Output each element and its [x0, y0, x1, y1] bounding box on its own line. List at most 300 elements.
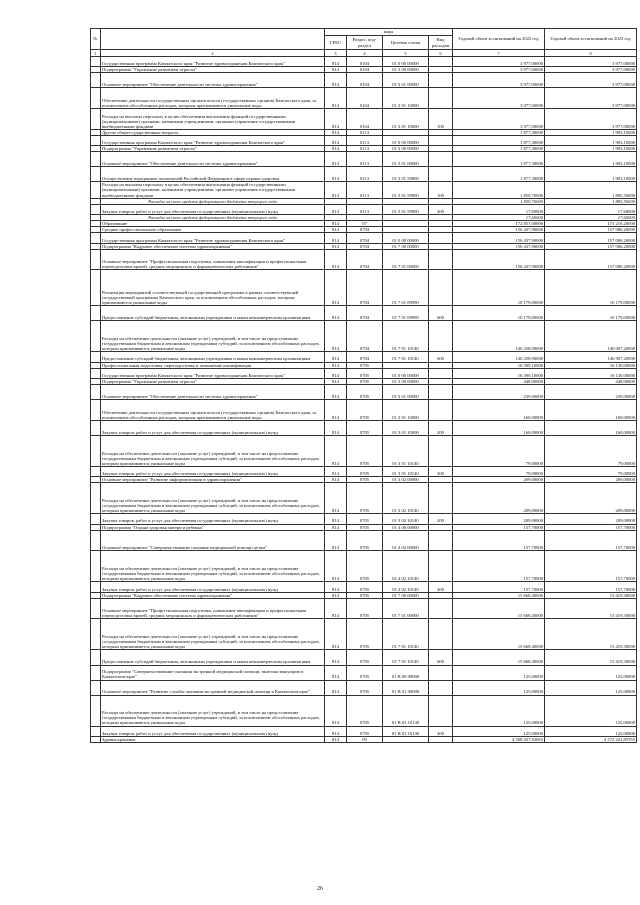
amount-2022-cell: 15 668,40000	[453, 619, 545, 650]
target-cell: 01 3 02 00000	[383, 477, 429, 483]
amount-2022-cell: 4 508 927,92065	[453, 736, 545, 742]
num-cell	[91, 233, 101, 243]
name-cell: Предоставление субсидий бюджетным, автономным учреждениям и иным некоммерческим организациям	[101, 306, 325, 321]
amount-2023-cell: 17,60000	[545, 204, 637, 214]
amount-2022-cell: 1 877,30000	[453, 167, 545, 182]
name-cell: Закупка товаров, работ и услуг для обеспечения государственных (муниципальных) нужд	[101, 466, 325, 476]
table-row	[91, 619, 637, 650]
table-row	[91, 466, 637, 476]
amount-2022-cell: 157,70000	[453, 582, 545, 592]
amount-2022-cell: 125,00000	[453, 680, 545, 695]
name-cell: Государственная программа Камчатского края "Развитие здравоохранения Камчатского края"	[101, 57, 325, 67]
name-cell: Основное мероприятие "Профессиональная подготовка, повышение квалификации и профессиональная переподготовка врачей, средних медицинских и фармацевтических работников"	[101, 598, 325, 619]
section-cell: 0104	[347, 73, 383, 88]
exp-type-cell	[429, 233, 453, 243]
amount-2022-cell: 3 977,00000	[453, 67, 545, 73]
section-cell: 0704	[347, 306, 383, 321]
section-cell: 0705	[347, 435, 383, 466]
amount-2023-cell: 16 130,00000	[545, 368, 637, 378]
table-row	[91, 57, 637, 67]
header-2022: Годовой объем ассигнований на 2022 год	[453, 29, 545, 50]
amount-2023-cell: 1 903,10000	[545, 167, 637, 182]
grbs-cell: 814	[325, 483, 347, 514]
target-cell: 01 3 01 00000	[383, 152, 429, 167]
target-cell: 01 3 01 10140	[383, 466, 429, 476]
num-cell	[91, 270, 101, 306]
exp-type-cell: 100	[429, 182, 453, 198]
exp-type-cell: 200	[429, 582, 453, 592]
section-cell: 0705	[347, 466, 383, 476]
target-cell: 01 3 00 00000	[383, 67, 429, 73]
target-cell: 01 3 01 10140	[383, 435, 429, 466]
grbs-cell: 814	[325, 435, 347, 466]
amount-2022-cell: 15 668,40000	[453, 650, 545, 665]
column-index: 5	[383, 50, 429, 57]
section-cell: 0104	[347, 109, 383, 130]
amount-2022-cell: 172 857,00000	[453, 221, 545, 227]
section-cell: 0705	[347, 695, 383, 726]
amount-2023-cell: 157 086,20000	[545, 243, 637, 249]
exp-type-cell	[429, 57, 453, 67]
header-target: Целевая статья	[383, 36, 429, 50]
amount-2022-cell: 1 859,70000	[453, 198, 545, 204]
section-cell: 0104	[347, 88, 383, 109]
name-cell: Закупка товаров, работ и услуг для обеспечения государственных (муниципальных) нужд	[101, 582, 325, 592]
num-cell	[91, 321, 101, 352]
section-cell: 0705	[347, 650, 383, 665]
table-row	[91, 368, 637, 378]
column-index: 2	[101, 50, 325, 57]
amount-2023-cell: 1 885,50000	[545, 182, 637, 198]
name-cell: Основное мероприятие "Обеспечение деятельности системы здравоохранения"	[101, 385, 325, 400]
amount-2023-cell: 16 130,00000	[545, 362, 637, 368]
grbs-cell: 814	[325, 152, 347, 167]
num-cell	[91, 352, 101, 362]
target-cell: 01 7 01 10140	[383, 321, 429, 352]
amount-2022-cell: 3 977,00000	[453, 88, 545, 109]
table-row	[91, 582, 637, 592]
amount-2023-cell: 1 903,10000	[545, 146, 637, 152]
amount-2023-cell: 209,00000	[545, 514, 637, 524]
num-cell	[91, 582, 101, 592]
exp-type-cell	[429, 152, 453, 167]
grbs-cell: 814	[325, 726, 347, 736]
exp-type-cell: 200	[429, 420, 453, 435]
table-row	[91, 483, 637, 514]
grbs-cell: 814	[325, 665, 347, 680]
num-cell	[91, 420, 101, 435]
column-index: 7	[453, 50, 545, 57]
amount-2023-cell: 157 086,20000	[545, 227, 637, 233]
target-cell: 01 4 02 00000	[383, 530, 429, 551]
grbs-cell: 814	[325, 129, 347, 135]
target-cell: 01 4 02 10140	[383, 551, 429, 582]
exp-type-cell	[429, 435, 453, 466]
amount-2022-cell: 3 977,00000	[453, 73, 545, 88]
table-row	[91, 249, 637, 270]
grbs-cell: 814	[325, 385, 347, 400]
grbs-cell: 814	[325, 227, 347, 233]
amount-2023-cell: 10 179,00000	[545, 306, 637, 321]
exp-type-cell	[429, 135, 453, 145]
exp-type-cell	[429, 695, 453, 726]
amount-2022-cell: 16 399,10000	[453, 362, 545, 368]
table-row	[91, 167, 637, 182]
target-cell: 01 В 01 10140	[383, 695, 429, 726]
name-cell: Образование	[101, 221, 325, 227]
section-cell: 09	[347, 736, 383, 742]
target-cell: 01 7 01 10140	[383, 619, 429, 650]
amount-2022-cell: 160,00000	[453, 400, 545, 421]
target-cell	[383, 736, 429, 742]
section-cell: 0704	[347, 249, 383, 270]
amount-2023-cell: 10 179,00000	[545, 270, 637, 306]
amount-2022-cell: 10 179,00000	[453, 306, 545, 321]
section-cell: 0705	[347, 592, 383, 598]
header-2023: Годовой объем ассигнований на 2023 год	[545, 29, 637, 50]
exp-type-cell: 200	[429, 466, 453, 476]
num-cell	[91, 695, 101, 726]
column-index: 3	[325, 50, 347, 57]
target-cell: 01 3 01 10000	[383, 88, 429, 109]
amount-2023-cell: 1 903,10000	[545, 152, 637, 167]
name-cell: Подпрограмма "Совершенствование оказания экстренной медицинской помощи, включая эвакуацию в Камчатском крае"	[101, 665, 325, 680]
grbs-cell: 814	[325, 221, 347, 227]
amount-2023-cell: 146 907,20000	[545, 321, 637, 352]
grbs-cell: 814	[325, 109, 347, 130]
grbs-cell: 814	[325, 524, 347, 530]
header-grbs: ГРБС	[325, 36, 347, 50]
section-cell: 0113	[347, 146, 383, 152]
amount-2022-cell: 1 877,30000	[453, 129, 545, 135]
exp-type-cell	[429, 400, 453, 421]
amount-2022-cell: 3 977,00000	[453, 109, 545, 130]
exp-type-cell	[429, 530, 453, 551]
target-cell: 01 0 00 00000	[383, 57, 429, 67]
amount-2022-cell: 15 668,40000	[453, 592, 545, 598]
section-cell: 0705	[347, 477, 383, 483]
grbs-cell: 814	[325, 530, 347, 551]
amount-2022-cell: 16 399,10000	[453, 368, 545, 378]
target-cell: 01 В 01 00000	[383, 680, 429, 695]
num-cell	[91, 680, 101, 695]
amount-2022-cell: 3 977,00000	[453, 57, 545, 67]
name-cell: Обеспечение деятельности государственных органов власти (государственных органов) Камчатского края, за исключением обособленных расходов, которым присваиваются уникальные коды	[101, 88, 325, 109]
name-cell: Подпрограмма "Управление развитием отрасли"	[101, 378, 325, 384]
amount-2022-cell: 79,00000	[453, 435, 545, 466]
section-cell: 0705	[347, 665, 383, 680]
amount-2023-cell: 3 977,00000	[545, 67, 637, 73]
amount-2023-cell: 125,00000	[545, 665, 637, 680]
amount-2023-cell: 157,70000	[545, 530, 637, 551]
amount-2022-cell: 160,00000	[453, 420, 545, 435]
num-cell	[91, 530, 101, 551]
section-cell: 0705	[347, 514, 383, 524]
num-cell	[91, 514, 101, 524]
exp-type-cell	[429, 598, 453, 619]
section-cell: 07	[347, 221, 383, 227]
target-cell: 01 3 01 10000	[383, 420, 429, 435]
section-cell: 0705	[347, 530, 383, 551]
table-row	[91, 551, 637, 582]
grbs-cell: 814	[325, 598, 347, 619]
table-row	[91, 680, 637, 695]
grbs-cell: 814	[325, 650, 347, 665]
section-cell: 0704	[347, 270, 383, 306]
name-cell: Осуществление переданных полномочий Российской Федерации в сфере охраны здоровья	[101, 167, 325, 182]
table-row	[91, 270, 637, 306]
section-cell: 0704	[347, 233, 383, 243]
table-row	[91, 182, 637, 198]
budget-table-page	[90, 28, 636, 743]
name-cell: Расходы на обеспечение деятельности (оказание услуг) учреждений, в том числе на предоставление государственным бюджетным и автономным учреждениям субсидий, за исключением обособленных расходов, которым присваиваются уникальные коды	[101, 619, 325, 650]
section-cell: 0705	[347, 362, 383, 368]
amount-2022-cell: 1 877,30000	[453, 135, 545, 145]
exp-type-cell: 200	[429, 726, 453, 736]
num-cell	[91, 400, 101, 421]
exp-type-cell: 600	[429, 650, 453, 665]
exp-type-cell	[429, 736, 453, 742]
name-cell: Основное мероприятие "Развитие службы оказания экстренной медицинской помощи в Камчатском крае"	[101, 680, 325, 695]
num-cell	[91, 152, 101, 167]
amount-2022-cell: 17,60000	[453, 215, 545, 221]
section-cell: 0113	[347, 182, 383, 198]
amount-2022-cell: 10 179,00000	[453, 270, 545, 306]
num-cell	[91, 57, 101, 67]
amount-2023-cell: 125,00000	[545, 726, 637, 736]
target-cell: 01 3 01 10000	[383, 109, 429, 130]
name-cell: Основное мероприятие "Совершенствование оказания медицинской помощи детям"	[101, 530, 325, 551]
amount-2023-cell: 3 977,00000	[545, 109, 637, 130]
section-cell: 0113	[347, 129, 383, 135]
table-row	[91, 736, 637, 742]
target-cell: 01 В 01 10140	[383, 726, 429, 736]
name-cell: Реализация мероприятий соответствующей государственной программы в рамках соответствующей государственной программы Камчатского края, за исключением обособленных расходов, которым присваиваются уникальные коды	[101, 270, 325, 306]
amount-2022-cell: 1 859,70000	[453, 182, 545, 198]
exp-type-cell	[429, 619, 453, 650]
table-row	[91, 665, 637, 680]
table-row	[91, 435, 637, 466]
target-cell: 01 7 00 00000	[383, 243, 429, 249]
amount-2023-cell: 157,70000	[545, 524, 637, 530]
exp-type-cell: 200	[429, 514, 453, 524]
table-row	[91, 385, 637, 400]
name-cell: Основное мероприятие "Профессиональная подготовка, повышение квалификации и профессиональная переподготовка врачей, средних медицинских и фармацевтических работников"	[101, 249, 325, 270]
grbs-cell: 814	[325, 466, 347, 476]
section-cell: 0705	[347, 680, 383, 695]
amount-2023-cell: 3 977,00000	[545, 57, 637, 67]
amount-2022-cell: 448,00000	[453, 378, 545, 384]
exp-type-cell	[429, 368, 453, 378]
exp-type-cell	[429, 167, 453, 182]
exp-type-cell	[429, 321, 453, 352]
exp-type-cell	[429, 483, 453, 514]
amount-2023-cell: 125,00000	[545, 680, 637, 695]
column-index: 6	[429, 50, 453, 57]
section-cell: 0705	[347, 598, 383, 619]
num-cell	[91, 182, 101, 198]
num-cell	[91, 736, 101, 742]
amount-2023-cell: 173 216,20000	[545, 221, 637, 227]
exp-type-cell: 600	[429, 352, 453, 362]
name-cell: Предоставление субсидий бюджетным, автономным учреждениям и иным некоммерческим организациям	[101, 352, 325, 362]
section-cell: 0113	[347, 152, 383, 167]
amount-2022-cell: 156 437,90000	[453, 249, 545, 270]
amount-2023-cell: 160,00000	[545, 400, 637, 421]
target-cell: 01 4 02 10140	[383, 582, 429, 592]
amount-2023-cell: 1 903,10000	[545, 129, 637, 135]
section-cell: 0704	[347, 227, 383, 233]
amount-2022-cell: 146 258,90000	[453, 321, 545, 352]
section-cell: 0705	[347, 385, 383, 400]
table-row	[91, 400, 637, 421]
num-cell	[91, 88, 101, 109]
header-name	[101, 29, 325, 50]
exp-type-cell: 200	[429, 204, 453, 214]
exp-type-cell	[429, 88, 453, 109]
name-cell: Подпрограмма "Кадровое обеспечение системы здравоохранения"	[101, 243, 325, 249]
amount-2022-cell: 125,00000	[453, 665, 545, 680]
amount-2022-cell: 157,70000	[453, 530, 545, 551]
table-body	[91, 57, 637, 743]
num-cell	[91, 483, 101, 514]
table-row	[91, 152, 637, 167]
amount-2022-cell: 157,70000	[453, 551, 545, 582]
name-cell: Здравоохранение	[101, 736, 325, 742]
target-cell: 01 7 01 10140	[383, 352, 429, 362]
amount-2023-cell: 79,00000	[545, 466, 637, 476]
num-cell	[91, 466, 101, 476]
section-cell: 0113	[347, 135, 383, 145]
amount-2023-cell: 239,00000	[545, 385, 637, 400]
table-row	[91, 650, 637, 665]
exp-type-cell	[429, 249, 453, 270]
grbs-cell: 814	[325, 680, 347, 695]
amount-2023-cell: 4 572 241,85765	[545, 736, 637, 742]
target-cell: 01 7 01 09990	[383, 270, 429, 306]
grbs-cell: 814	[325, 204, 347, 214]
section-cell: 0705	[347, 378, 383, 384]
grbs-cell: 814	[325, 249, 347, 270]
table-row	[91, 306, 637, 321]
target-cell: 01 7 00 00000	[383, 592, 429, 598]
name-cell: Закупка товаров, работ и услуг для обеспечения государственных (муниципальных) нужд	[101, 204, 325, 214]
target-cell: 01 0 00 00000	[383, 233, 429, 243]
section-cell: 0705	[347, 524, 383, 530]
amount-2022-cell: 157,70000	[453, 524, 545, 530]
grbs-cell: 814	[325, 167, 347, 182]
target-cell: 01 3 00 00000	[383, 146, 429, 152]
num-cell	[91, 650, 101, 665]
grbs-cell: 814	[325, 695, 347, 726]
target-cell: 01 7 01 00000	[383, 598, 429, 619]
section-cell: 0104	[347, 57, 383, 67]
name-cell: Основное мероприятие "Обеспечение деятельности системы здравоохранения"	[101, 152, 325, 167]
column-index: 4	[347, 50, 383, 57]
amount-2023-cell: 125,00000	[545, 695, 637, 726]
name-cell: Подпрограмма "Управление развитием отрасли"	[101, 146, 325, 152]
num-cell	[91, 551, 101, 582]
amount-2023-cell: 15 419,30000	[545, 592, 637, 598]
grbs-cell: 814	[325, 619, 347, 650]
section-cell: 0705	[347, 368, 383, 378]
table-row	[91, 598, 637, 619]
table-row	[91, 514, 637, 524]
name-cell: Расходы на обеспечение деятельности (оказание услуг) учреждений, в том числе на предоставление государственным бюджетным и автономным учреждениям субсидий, за исключением обособленных расходов, которым присваиваются уникальные коды	[101, 551, 325, 582]
target-cell: 01 3 01 59800	[383, 182, 429, 198]
num-cell	[91, 109, 101, 130]
exp-type-cell	[429, 680, 453, 695]
grbs-cell: 814	[325, 400, 347, 421]
table-row	[91, 135, 637, 145]
section-cell: 0705	[347, 726, 383, 736]
target-cell: 01 3 01 00000	[383, 385, 429, 400]
amount-2023-cell: 157 086,20000	[545, 249, 637, 270]
target-cell: 01 3 01 59800	[383, 167, 429, 182]
exp-type-cell	[429, 270, 453, 306]
section-cell: 0705	[347, 400, 383, 421]
section-cell: 0705	[347, 582, 383, 592]
num-cell	[91, 167, 101, 182]
name-cell: Подпрограмма "Охрана здоровья матери и ребенка"	[101, 524, 325, 530]
target-cell: 01 3 00 00000	[383, 378, 429, 384]
grbs-cell: 814	[325, 477, 347, 483]
grbs-cell: 814	[325, 182, 347, 198]
amount-2022-cell: 125,00000	[453, 695, 545, 726]
exp-type-cell	[429, 665, 453, 680]
amount-2023-cell: 1 885,50000	[545, 198, 637, 204]
grbs-cell: 814	[325, 233, 347, 243]
budget-table	[90, 28, 637, 743]
target-cell: 01 3 02 10140	[383, 514, 429, 524]
target-cell: 01 3 01 00000	[383, 73, 429, 88]
amount-2022-cell: 156 437,90000	[453, 227, 545, 233]
section-cell: 0705	[347, 551, 383, 582]
amount-2023-cell: 209,00000	[545, 477, 637, 483]
amount-2023-cell: 79,00000	[545, 435, 637, 466]
grbs-cell: 814	[325, 306, 347, 321]
num-cell	[91, 73, 101, 88]
grbs-cell: 814	[325, 352, 347, 362]
exp-type-cell	[429, 73, 453, 88]
name-cell: Расходы на обеспечение деятельности (оказание услуг) учреждений, в том числе на предоставление государственным бюджетным и автономным учреждениям субсидий, за исключением обособленных расходов, которым присваиваются уникальные коды	[101, 483, 325, 514]
column-index: 1	[91, 50, 101, 57]
target-cell: 01 3 01 10000	[383, 400, 429, 421]
num-cell	[91, 249, 101, 270]
amount-2023-cell: 157,70000	[545, 582, 637, 592]
section-cell: 0104	[347, 67, 383, 73]
section-cell: 0704	[347, 243, 383, 249]
name-cell: Среднее профессиональное образование	[101, 227, 325, 233]
amount-2022-cell: 209,00000	[453, 514, 545, 524]
amount-2022-cell: 79,00000	[453, 466, 545, 476]
table-row	[91, 352, 637, 362]
amount-2023-cell: 146 907,20000	[545, 352, 637, 362]
amount-2022-cell: 239,00000	[453, 385, 545, 400]
amount-2022-cell: 156 437,90000	[453, 243, 545, 249]
table-row	[91, 88, 637, 109]
page-number: 26	[317, 886, 323, 892]
section-cell: 0705	[347, 483, 383, 514]
num-cell	[91, 204, 101, 214]
grbs-cell: 814	[325, 88, 347, 109]
target-cell: 01 7 01 00000	[383, 249, 429, 270]
section-cell: 0113	[347, 167, 383, 182]
table-row	[91, 321, 637, 352]
grbs-cell: 814	[325, 378, 347, 384]
name-cell: Подпрограмма "Управление развитием отрасли"	[101, 67, 325, 73]
name-cell: Основное мероприятие "Развитие информатизации в здравоохранении"	[101, 477, 325, 483]
